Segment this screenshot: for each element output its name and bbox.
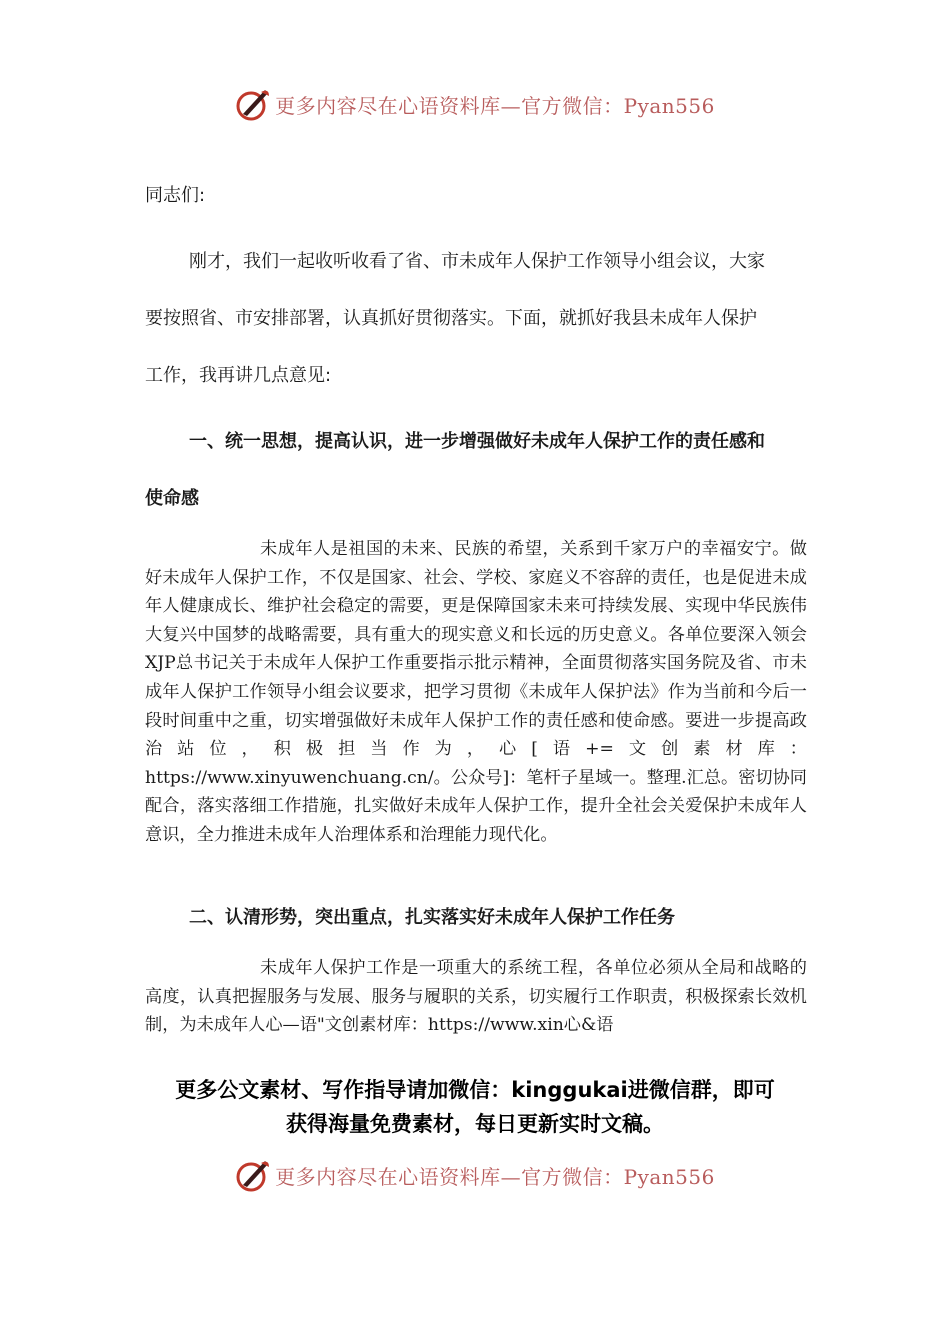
- wechat-promo-line-1: 更多公文素材、写作指导请加微信：kinggukai进微信群，即可: [175, 1078, 775, 1102]
- intro-line-2: 要按照省、市安排部署，认真抓好贯彻落实。下面，就抓好我县未成年人保护: [145, 308, 757, 329]
- intro-line-3: 工作，我再讲几点意见:: [145, 365, 332, 386]
- intro-line-1: 刚才，我们一起收听收看了省、市未成年人保护工作领导小组会议，大家: [189, 251, 765, 272]
- section2-heading: 二、认清形势，突出重点，扎实落实好未成年人保护工作任务: [189, 907, 675, 928]
- section2-body: 未成年人保护工作是一项重大的系统工程，各单位必须从全局和战略的高度，认真把握服务与发展、服务与履职的关系，切实履行工作职责，积极探索长效机制，为未成年人心—语"文创素材库：https://www.xin心&语: [145, 958, 807, 1036]
- wechat-promo: [145, 1073, 805, 1141]
- wechat-promo-line-2: 获得海量免费素材，每日更新实时文稿。: [286, 1112, 664, 1136]
- quill-logo-icon: [235, 1157, 271, 1193]
- section1-body: 未成年人是祖国的未来、民族的希望，关系到千家万户的幸福安宁。做好未成年人保护工作，不仅是国家、社会、学校、家庭义不容辞的责任，也是促进未成年人健康成长、维护社会稳定的需要，更是保障国家未来可持续发展、实现中华民族伟大复兴中国梦的战略需要，具有重大的现实意义和长远的历史意义。各单位要深入领会XJP总书记关于未成年人保护工作重要指示批示精神，全面贯彻落实国务院及省、市未成年人保护工作领导小组会议要求，把学习贯彻《未成年人保护法》作为当前和今后一段时间重中之重，切实增强做好未成年人保护工作的责任感和使命感。要进一步提高政治站位，积极担当作为，心[语+=文创素材库：https://www.xinyuwenchuang.cn/。公众号]：笔杆子星域一。整理.汇总。密切协同配合，落实落细工作措施，扎实做好未成年人保护工作，提升全社会关爱保护未成年人意识，全力推进未成年人治理体系和治理能力现代化。: [145, 539, 807, 845]
- banner-text: 更多内容尽在心语资料库—官方微信：Pyan556: [275, 1164, 715, 1189]
- section1-heading-line-1: 一、统一思想，提高认识，进一步增强做好未成年人保护工作的责任感和: [189, 431, 765, 452]
- header-banner: [0, 82, 950, 126]
- quill-logo-icon: [235, 86, 271, 122]
- banner-text: 更多内容尽在心语资料库—官方微信：Pyan556: [275, 93, 715, 118]
- salutation: 同志们:: [145, 185, 206, 206]
- section1-heading-line-2: 使命感: [145, 488, 199, 509]
- footer-banner: [0, 1153, 950, 1197]
